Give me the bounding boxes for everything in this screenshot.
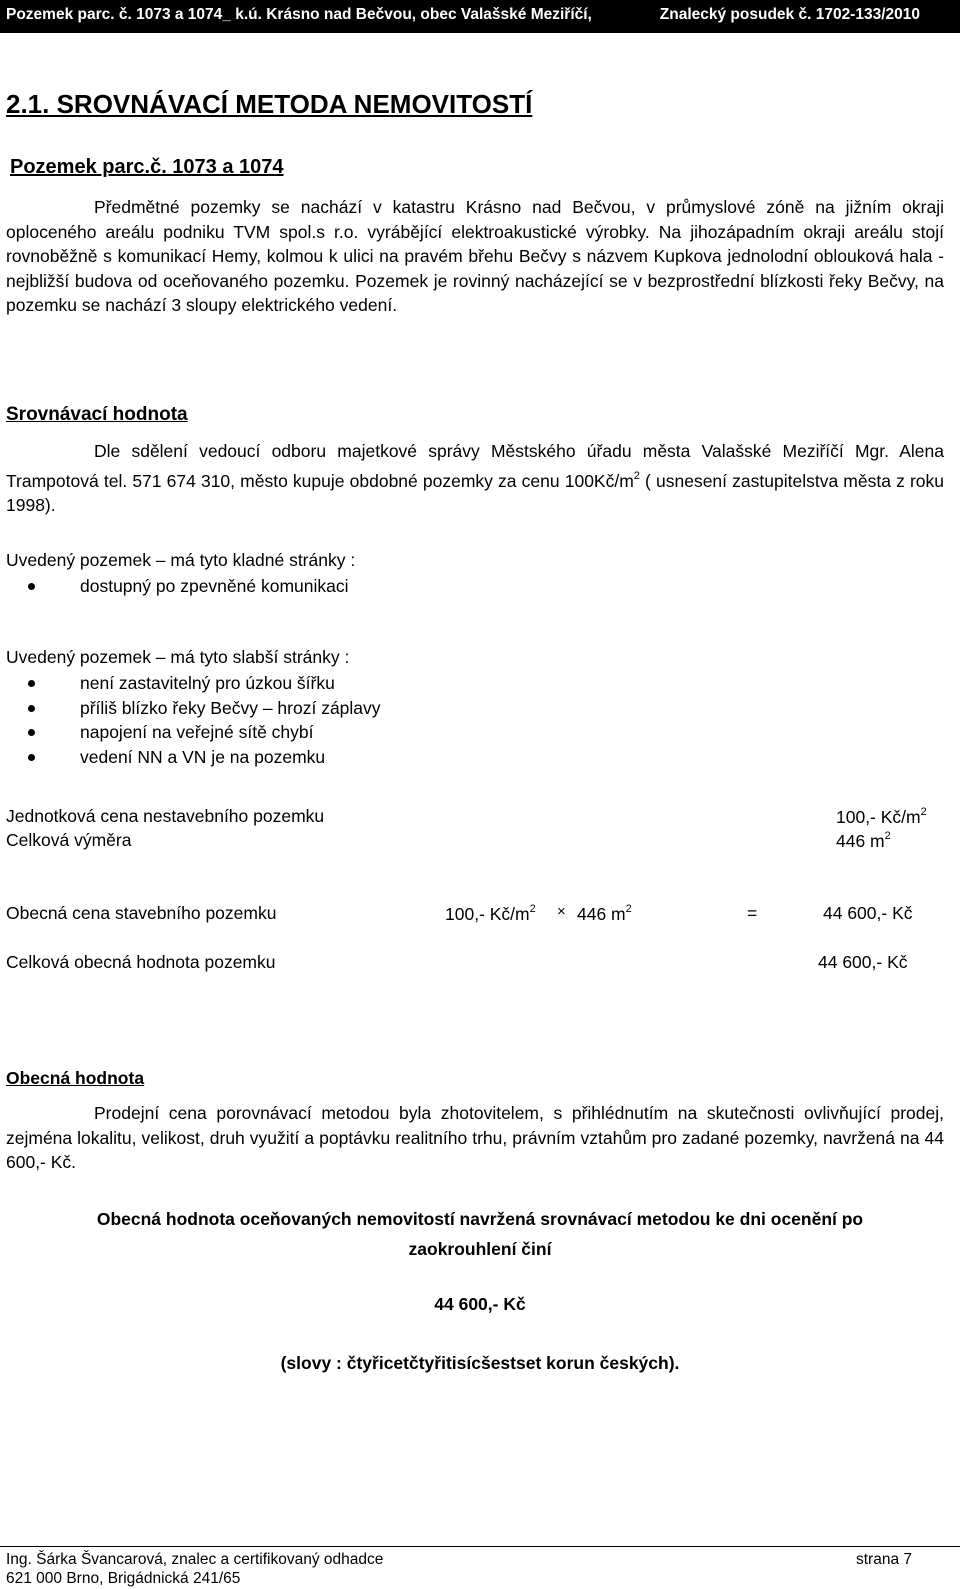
total-value-amount: 44 600,- Kč [818, 952, 908, 972]
unit-price-label: Jednotková cena nestavebního pozemku [6, 806, 325, 826]
calc-operand-2: 446 $m^2$ [577, 903, 632, 924]
general-value-title: Obecná hodnota [6, 1068, 145, 1088]
conclusion-words: (slovy : čtyřicetčtyřitisícšestset korun českých). [280, 1353, 680, 1373]
total-area-value: 446 $m^2$ [836, 830, 891, 851]
total-value-label: Celková obecná hodnota pozemku [6, 952, 276, 972]
header-right: Znalecký posudek č. 1702-133/2010 [659, 6, 920, 23]
footer-address: 621 000 Brno, Brigádnická 241/65 [6, 1570, 241, 1587]
list-item: příliš blízko řeky Bečvy – hrozí záplavy [25, 696, 381, 721]
equals-sign: = [747, 903, 758, 923]
multiply-sign: × [557, 903, 566, 920]
comparative-title: Srovnávací hodnota [6, 404, 188, 425]
total-area-label: Celková výměra [6, 830, 132, 850]
intro-paragraph: Předmětné pozemky se nachází v katastru Krásno nad Bečvou, v průmyslové zóně na jižním okraji oploceného areálu podniku TVM spol.s r.o. vyrábějící elektroakustické výrobky. Na jihozápadním okraji areálu stojí rovnoběžně s komunikací Hemy, kolmou k ulici na pravém břehu Bečvy s názvem Kupkova jednolodní oblouková hala - nejbližší budova od oceňovaného pozemku. Pozemek je rovinný nacházející se v bezprostřední blízkosti řeky Bečvy, na pozemku se nachází 3 sloupy elektrického vedení. [6, 197, 944, 315]
general-value-paragraph: Prodejní cena porovnávací metodou byla zhotovitelem, s přihlédnutím na skutečnosti ovlivňující prodej, zejména lokalitu, velikost, druh využití a poptávku realitního trhu, právním vztahům pro zadané pozemky, navržená na 44 600,- Kč. [6, 1103, 944, 1172]
parcel-heading: Pozemek parc.č. 1073 a 1074 [10, 156, 284, 178]
list-item: napojení na veřejné sítě chybí [25, 720, 381, 745]
footer-author: Ing. Šárka Švancarová, znalec a certifikovaný odhadce [6, 1551, 384, 1568]
header-left: Pozemek parc. č. 1073 a 1074_ k.ú. Krásno nad Bečvou, obec Valašské Meziříčí, [6, 6, 592, 23]
conclusion-line-1: Obecná hodnota oceňovaných nemovitostí navržená srovnávací metodou ke dni ocenění po [96, 1209, 864, 1229]
conclusion-amount: 44 600,- Kč [434, 1294, 526, 1314]
weaknesses-intro: Uvedený pozemek – má tyto slabší stránky : [6, 647, 350, 667]
section-heading: 2.1. SROVNÁVACÍ METODA NEMOVITOSTÍ [6, 89, 533, 119]
conclusion-line-2: zaokrouhlení činí [408, 1239, 552, 1259]
unit-price-value: 100,- $Kč/m^2$ [836, 806, 927, 827]
calc-result: 44 600,- Kč [823, 903, 913, 923]
document-header [0, 0, 960, 33]
footer-page-number: strana 7 [855, 1551, 912, 1568]
list-item: dostupný po zpevněné komunikaci [25, 574, 349, 599]
weaknesses-list [25, 671, 381, 769]
list-item: vedení NN a VN je na pozemku [25, 745, 381, 770]
list-item: není zastavitelný pro úzkou šířku [25, 671, 381, 696]
strengths-intro: Uvedený pozemek – má tyto kladné stránky : [6, 550, 356, 570]
calc-label: Obecná cena stavebního pozemku [6, 903, 277, 923]
strengths-list [25, 574, 349, 599]
comparative-paragraph: Dle sdělení vedoucí odboru majetkové správy Městského úřadu města Valašské Meziříčí Mgr. Alena Trampotová tel. 571 674 310, město kupuje obdobné pozemky za cenu $100Kč/m^2$ ( usnesení zastupitelstva města z roku 1998). [6, 441, 945, 515]
footer-divider [0, 1546, 960, 1547]
calc-operand-1: 100,- $Kč/m^2$ [445, 903, 536, 924]
